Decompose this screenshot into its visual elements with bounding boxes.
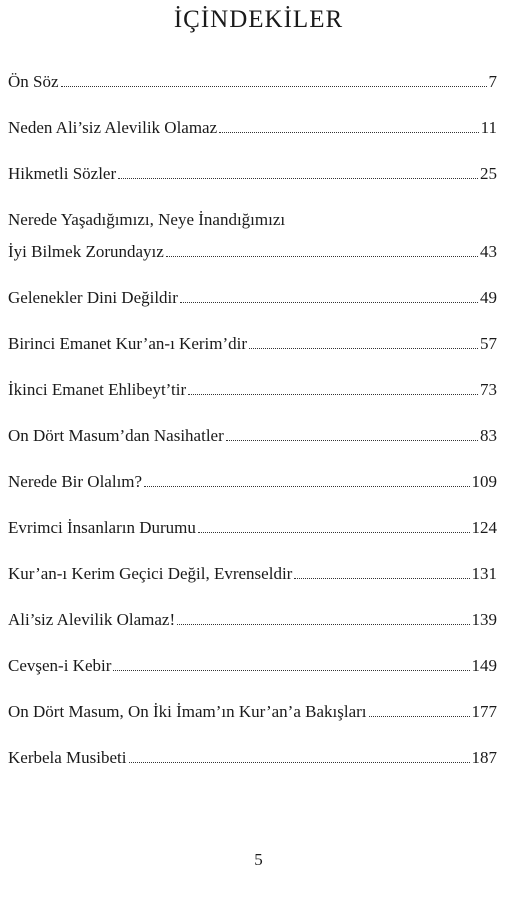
toc-entry-page: 109 <box>471 472 497 491</box>
toc-entry-title: Hikmetli Sözler <box>8 164 117 183</box>
toc-row <box>8 748 497 768</box>
toc-entry-page: 73 <box>480 380 497 399</box>
toc-entry <box>8 518 497 538</box>
toc-entry-page: 177 <box>471 702 497 721</box>
toc-entry-title: İyi Bilmek Zorundayız <box>8 242 164 261</box>
toc-entry-title: İkinci Emanet Ehlibeyt’tir <box>8 380 187 399</box>
toc-row <box>8 610 497 630</box>
toc-entry-title: On Dört Masum, On İki İmam’ın Kur’an’a Bakışları <box>8 702 367 721</box>
toc-entry-page: 124 <box>471 518 497 537</box>
toc-row <box>8 164 497 184</box>
toc-entry-title: Kur’an-ı Kerim Geçici Değil, Evrenseldir <box>8 564 293 583</box>
toc-entry-title: Neden Ali’siz Alevilik Olamaz <box>8 118 218 137</box>
table-of-contents <box>8 72 497 794</box>
toc-row <box>8 334 497 354</box>
toc-row <box>8 426 497 446</box>
toc-entry-title: Nerede Bir Olalım? <box>8 472 143 491</box>
toc-entry-title-line1: Nerede Yaşadığımızı, Neye İnandığımızı <box>8 210 286 229</box>
page-title: İÇİNDEKİLER <box>173 6 344 33</box>
dot-leader <box>166 256 478 257</box>
toc-entry <box>8 210 497 262</box>
page-number: 5 <box>254 850 263 869</box>
toc-entry-page: 57 <box>480 334 497 353</box>
dot-leader <box>369 716 470 717</box>
dot-leader <box>249 348 478 349</box>
toc-entry-title: Evrimci İnsanların Durumu <box>8 518 196 537</box>
toc-entry-page: 187 <box>471 748 497 767</box>
toc-row <box>8 472 497 492</box>
dot-leader <box>294 578 469 579</box>
toc-entry <box>8 610 497 630</box>
toc-row <box>8 656 497 676</box>
toc-row <box>8 564 497 584</box>
toc-row <box>8 380 497 400</box>
toc-entry-page: 49 <box>480 288 497 307</box>
toc-entry-page: 139 <box>471 610 497 629</box>
toc-row <box>8 72 497 92</box>
toc-entry <box>8 380 497 400</box>
toc-entry <box>8 118 497 138</box>
toc-entry <box>8 164 497 184</box>
dot-leader <box>144 486 469 487</box>
toc-entry <box>8 564 497 584</box>
toc-entry-title: On Dört Masum’dan Nasihatler <box>8 426 224 445</box>
toc-entry <box>8 334 497 354</box>
toc-entry <box>8 72 497 92</box>
toc-entry-title: Gelenekler Dini Değildir <box>8 288 178 307</box>
toc-row <box>8 288 497 308</box>
dot-leader <box>219 132 478 133</box>
toc-entry-page: 7 <box>488 72 497 91</box>
toc-entry-page: 149 <box>471 656 497 675</box>
toc-row <box>8 118 497 138</box>
toc-entry <box>8 702 497 722</box>
dot-leader <box>61 86 487 87</box>
toc-row <box>8 242 497 262</box>
toc-entry-page: 25 <box>480 164 497 183</box>
toc-entry-title: Cevşen-i Kebir <box>8 656 112 675</box>
toc-entry <box>8 748 497 768</box>
dot-leader <box>118 178 478 179</box>
toc-entry <box>8 426 497 446</box>
dot-leader <box>198 532 470 533</box>
toc-entry-page: 43 <box>480 242 497 261</box>
dot-leader <box>129 762 470 763</box>
toc-entry-page: 11 <box>480 118 497 137</box>
toc-row <box>8 518 497 538</box>
toc-entry-page: 131 <box>471 564 497 583</box>
toc-entry <box>8 656 497 676</box>
toc-entry-title: Kerbela Musibeti <box>8 748 127 767</box>
dot-leader <box>177 624 469 625</box>
toc-entry-page: 83 <box>480 426 497 445</box>
toc-entry <box>8 288 497 308</box>
toc-entry-title: Ön Söz <box>8 72 59 91</box>
dot-leader <box>226 440 478 441</box>
dot-leader <box>188 394 478 395</box>
dot-leader <box>180 302 478 303</box>
toc-entry-title: Ali’siz Alevilik Olamaz! <box>8 610 176 629</box>
toc-entry <box>8 472 497 492</box>
toc-entry-title: Birinci Emanet Kur’an-ı Kerim’dir <box>8 334 248 353</box>
toc-row <box>8 702 497 722</box>
dot-leader <box>113 670 469 671</box>
